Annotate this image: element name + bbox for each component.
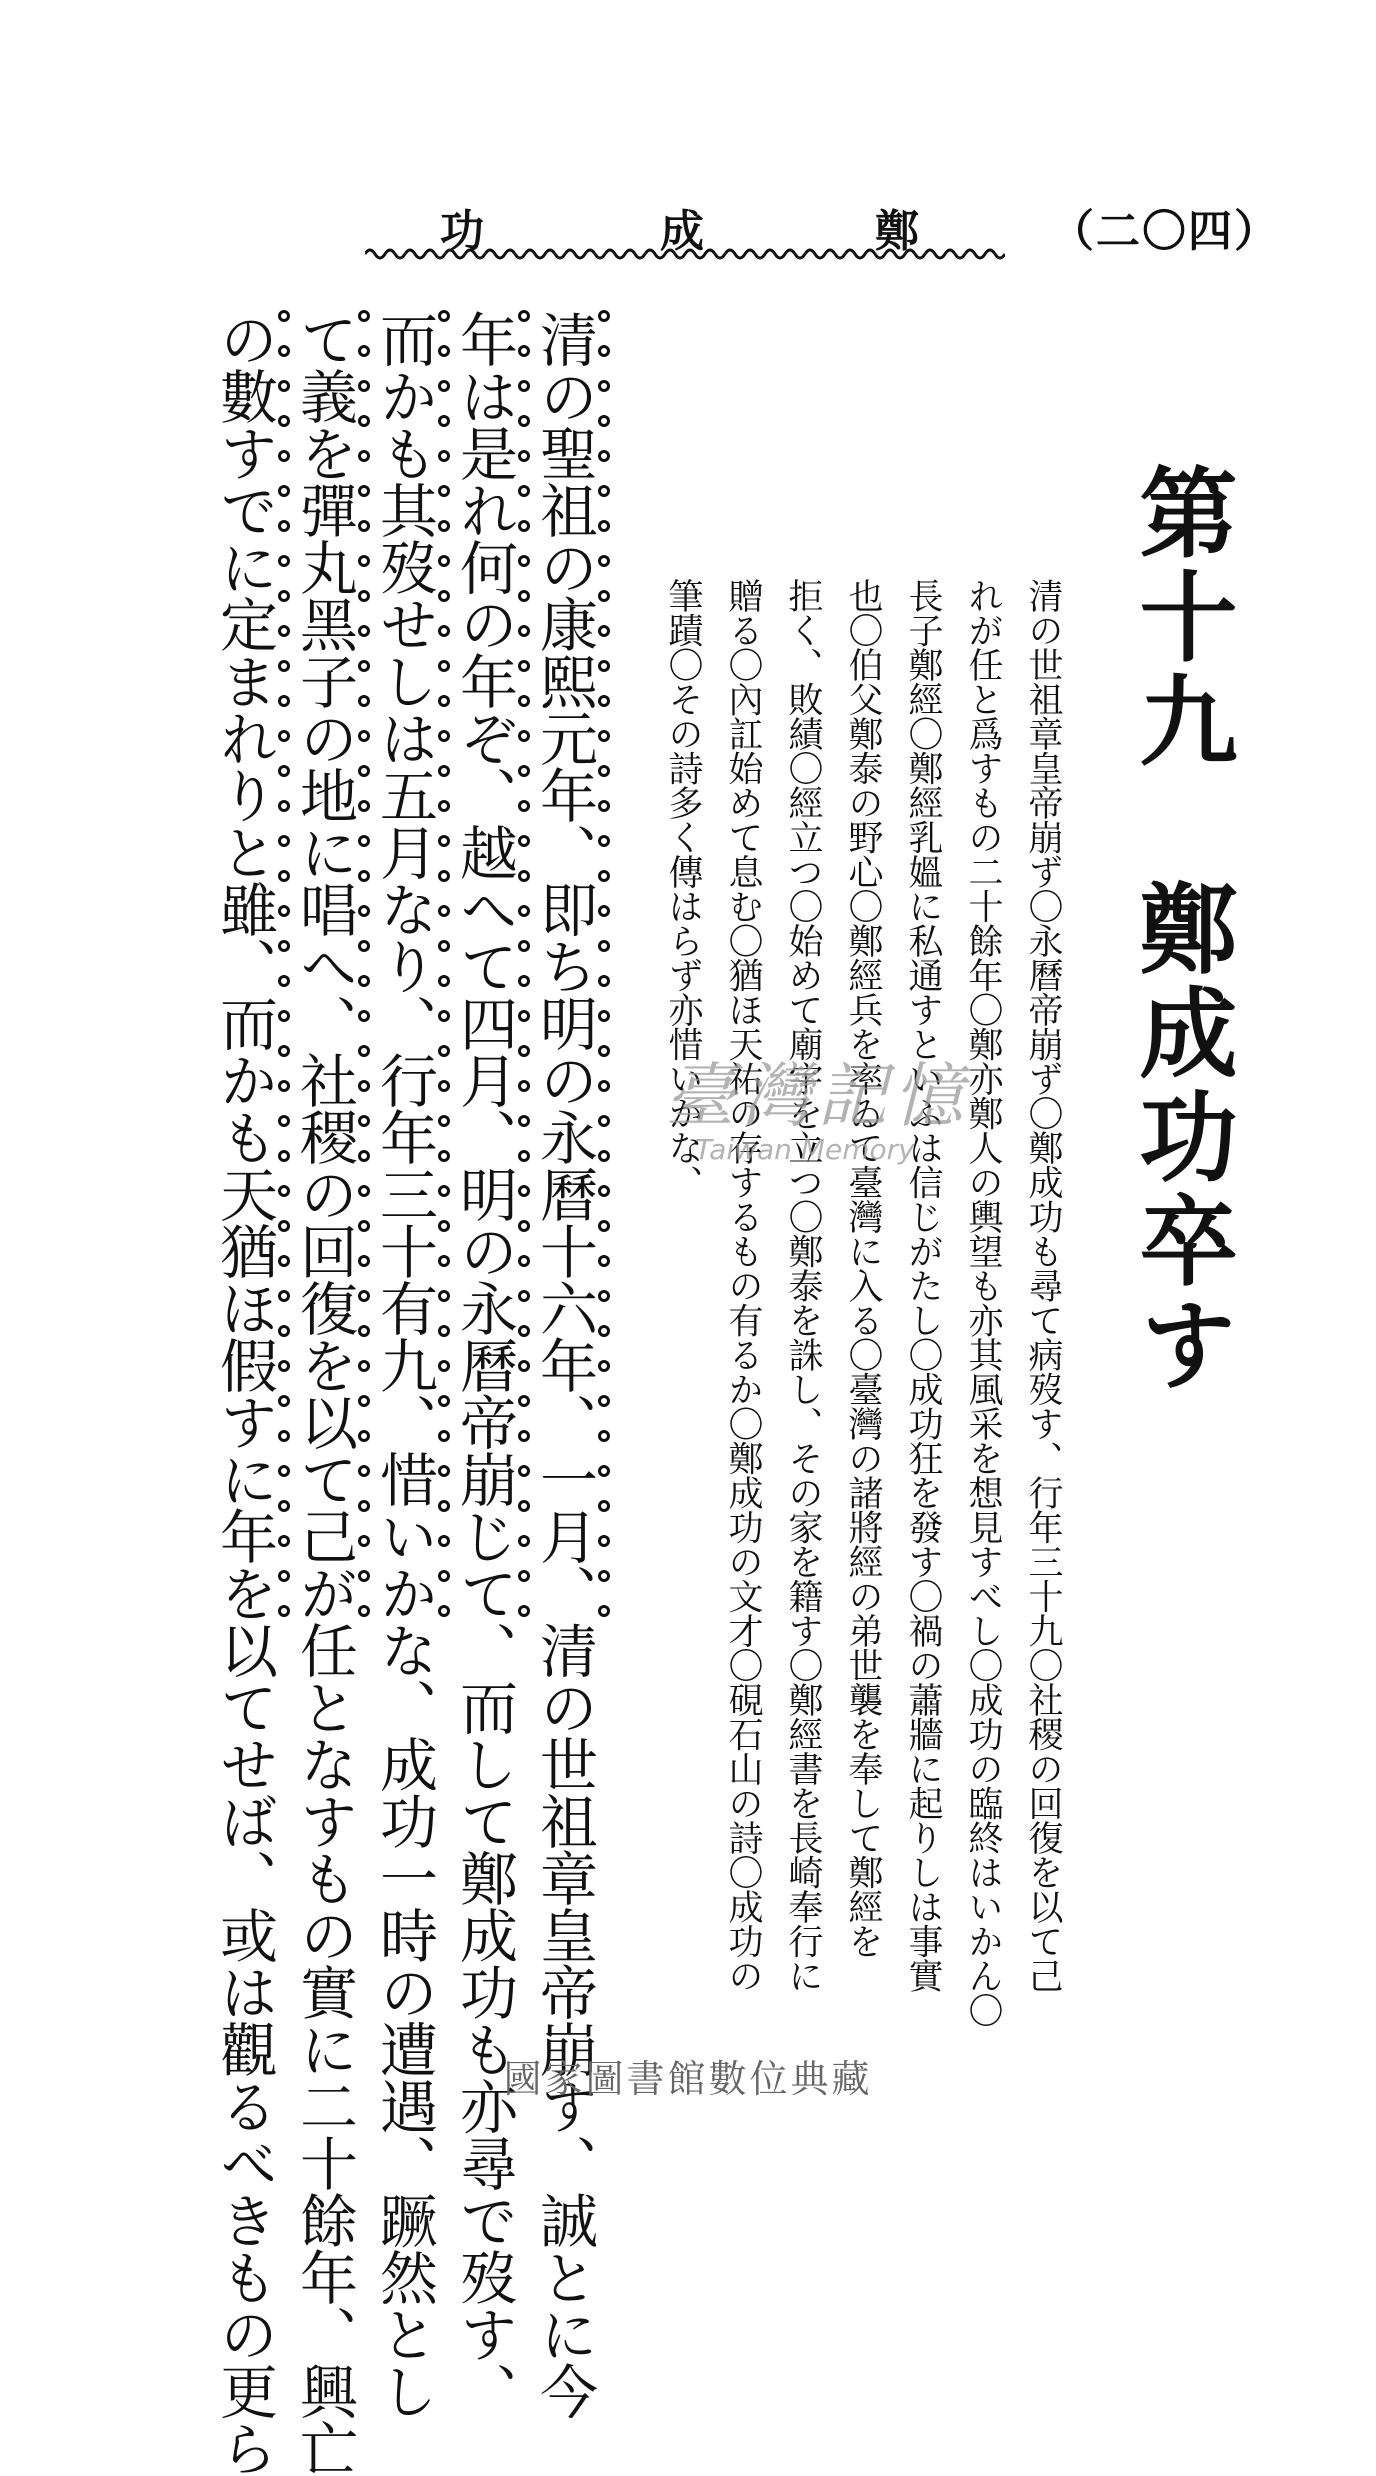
emphasis-circle (518, 1360, 530, 1372)
body-line-1: 清の聖祖の康熙元年、即ち明の永曆十六年、一月、清の世祖章皇帝崩す、誠とに今 (530, 310, 598, 2419)
emphasis-circle (278, 380, 290, 392)
emphasis-circle (598, 520, 610, 532)
emphasis-circle (598, 730, 610, 742)
emphasis-circle (438, 765, 450, 777)
emphasis-circle (518, 555, 530, 567)
emphasis-circle (438, 660, 450, 672)
emphasis-dots-2 (518, 310, 530, 1640)
emphasis-circle (358, 1255, 370, 1267)
emphasis-circle (518, 415, 530, 427)
emphasis-circle (278, 310, 290, 322)
emphasis-circle (278, 1605, 290, 1617)
emphasis-circle (598, 1430, 610, 1442)
emphasis-circle (278, 975, 290, 987)
emphasis-circle (278, 415, 290, 427)
emphasis-circle (278, 1080, 290, 1092)
emphasis-circle (518, 695, 530, 707)
emphasis-circle (598, 1045, 610, 1057)
emphasis-circle (358, 1290, 370, 1302)
emphasis-circle (438, 940, 450, 952)
emphasis-circle (518, 1045, 530, 1057)
summary-line-4: 也〇伯父鄭泰の野心〇鄭經兵を率ゐて臺灣に入る〇臺灣の諸將經の弟世襲を奉して鄭經を (843, 578, 883, 1958)
emphasis-circle (438, 1395, 450, 1407)
emphasis-circle (518, 310, 530, 322)
emphasis-circle (438, 1605, 450, 1617)
emphasis-circle (518, 1290, 530, 1302)
emphasis-circle (518, 1080, 530, 1092)
header-char-zheng: 鄭 (875, 206, 921, 257)
emphasis-circle (598, 1010, 610, 1022)
emphasis-circle (598, 1290, 610, 1302)
emphasis-circle (518, 835, 530, 847)
emphasis-circle (598, 590, 610, 602)
emphasis-circle (358, 590, 370, 602)
emphasis-circle (518, 1115, 530, 1127)
emphasis-circle (598, 555, 610, 567)
emphasis-circle (358, 1325, 370, 1337)
emphasis-circle (358, 1220, 370, 1232)
emphasis-circle (438, 555, 450, 567)
emphasis-circle (598, 625, 610, 637)
emphasis-circle (358, 1150, 370, 1162)
emphasis-circle (518, 765, 530, 777)
emphasis-circle (518, 1150, 530, 1162)
emphasis-circle (278, 590, 290, 602)
emphasis-circle (518, 520, 530, 532)
emphasis-circle (358, 1115, 370, 1127)
emphasis-circle (358, 1605, 370, 1617)
emphasis-circle (518, 345, 530, 357)
emphasis-circle (358, 695, 370, 707)
emphasis-circle (438, 1185, 450, 1197)
emphasis-circle (518, 1220, 530, 1232)
emphasis-circle (598, 695, 610, 707)
emphasis-circle (598, 1325, 610, 1337)
emphasis-circle (278, 485, 290, 497)
emphasis-circle (358, 1570, 370, 1582)
body-line-5: の數すでに定まれりと雖、而かも天猶ほ假すに年を以てせば、或は觀るべきもの更ら (210, 310, 278, 2476)
emphasis-circle (598, 975, 610, 987)
emphasis-circle (438, 800, 450, 812)
emphasis-circle (278, 905, 290, 917)
emphasis-circle (438, 870, 450, 882)
emphasis-circle (358, 1430, 370, 1442)
emphasis-circle (358, 485, 370, 497)
emphasis-circle (518, 485, 530, 497)
emphasis-circle (598, 380, 610, 392)
emphasis-circle (518, 1255, 530, 1267)
emphasis-circle (598, 1535, 610, 1547)
emphasis-circle (598, 1080, 610, 1092)
emphasis-circle (518, 870, 530, 882)
emphasis-circle (598, 1220, 610, 1232)
emphasis-circle (518, 800, 530, 812)
emphasis-circle (598, 835, 610, 847)
emphasis-circle (438, 1325, 450, 1337)
wavy-divider (365, 246, 1005, 262)
emphasis-circle (438, 1255, 450, 1267)
summary-line-2: れが任と爲すもの二十餘年〇鄭亦鄭人の輿望も亦其風采を想見すべし〇成功の臨終はいかん〇 (963, 578, 1003, 2027)
chapter-title: 第十九 鄭成功卒す (1123, 462, 1238, 1398)
summary-line-7: 筆蹟〇その詩多く傳はらず亦惜いかな、 (663, 578, 703, 1199)
emphasis-circle (438, 695, 450, 707)
emphasis-circle (358, 1045, 370, 1057)
emphasis-circle (438, 1535, 450, 1547)
emphasis-circle (598, 905, 610, 917)
emphasis-circle (518, 1325, 530, 1337)
emphasis-circle (438, 835, 450, 847)
emphasis-circle (438, 1010, 450, 1022)
emphasis-circle (358, 555, 370, 567)
watermark-english: Taiwan Memory (695, 1133, 915, 1166)
emphasis-circle (438, 1430, 450, 1442)
emphasis-circle (598, 345, 610, 357)
emphasis-circle (358, 1500, 370, 1512)
emphasis-circle (278, 765, 290, 777)
watermark-chinese: 臺灣記憶 (665, 1055, 969, 1137)
emphasis-circle (438, 1465, 450, 1477)
emphasis-circle (438, 1570, 450, 1582)
emphasis-dots-1 (598, 310, 610, 1640)
emphasis-circle (438, 625, 450, 637)
emphasis-circle (518, 1570, 530, 1582)
body-line-3: 而かも其歿せしは五月なり、行年三十有九、惜いかな、成功一時の遭遇、蹶然とし (370, 310, 438, 2419)
emphasis-circle (358, 905, 370, 917)
emphasis-circle (278, 695, 290, 707)
emphasis-circle (518, 975, 530, 987)
footer-source: 國家圖書館數位典藏 (503, 2057, 873, 2101)
emphasis-circle (278, 1465, 290, 1477)
emphasis-circle (358, 1360, 370, 1372)
emphasis-circle (278, 660, 290, 672)
emphasis-circle (358, 450, 370, 462)
emphasis-circle (518, 1605, 530, 1617)
emphasis-circle (278, 1290, 290, 1302)
emphasis-circle (598, 450, 610, 462)
emphasis-circle (598, 1185, 610, 1197)
emphasis-circle (358, 1185, 370, 1197)
emphasis-circle (438, 1500, 450, 1512)
emphasis-circle (518, 1535, 530, 1547)
emphasis-circle (278, 835, 290, 847)
emphasis-circle (278, 940, 290, 952)
emphasis-circle (598, 310, 610, 322)
emphasis-circle (438, 1080, 450, 1092)
emphasis-circle (598, 1360, 610, 1372)
emphasis-circle (358, 1535, 370, 1547)
emphasis-circle (598, 1605, 610, 1617)
emphasis-circle (358, 520, 370, 532)
emphasis-circle (278, 730, 290, 742)
emphasis-circle (598, 800, 610, 812)
emphasis-circle (438, 380, 450, 392)
emphasis-circle (358, 940, 370, 952)
emphasis-circle (278, 1185, 290, 1197)
header-char-gong: 功 (440, 206, 486, 257)
emphasis-circle (438, 1045, 450, 1057)
emphasis-circle (438, 1115, 450, 1127)
emphasis-circle (278, 1150, 290, 1162)
emphasis-circle (518, 1500, 530, 1512)
emphasis-circle (358, 625, 370, 637)
emphasis-circle (358, 975, 370, 987)
emphasis-circle (358, 1395, 370, 1407)
emphasis-circle (358, 1010, 370, 1022)
emphasis-circle (598, 940, 610, 952)
emphasis-circle (438, 1290, 450, 1302)
emphasis-circle (598, 870, 610, 882)
header-char-cheng: 成 (660, 206, 706, 257)
emphasis-circle (358, 1465, 370, 1477)
summary-line-3: 長子鄭經〇鄭經乳媼に私通すといふは信じがたし〇成功狂を發す〇禍の蕭牆に起りしは事實 (903, 578, 943, 1993)
emphasis-circle (438, 730, 450, 742)
emphasis-circle (278, 1255, 290, 1267)
emphasis-circle (278, 1045, 290, 1057)
emphasis-circle (278, 450, 290, 462)
emphasis-circle (438, 485, 450, 497)
emphasis-circle (438, 345, 450, 357)
emphasis-dots-5 (278, 310, 290, 1640)
emphasis-circle (598, 1395, 610, 1407)
emphasis-circle (598, 415, 610, 427)
body-line-4: て義を彈丸黑子の地に唱へ、社稷の回復を以て己が任となすもの實に二十餘年、興亡 (290, 310, 358, 2476)
emphasis-circle (278, 1500, 290, 1512)
emphasis-circle (278, 1360, 290, 1372)
emphasis-circle (598, 485, 610, 497)
emphasis-circle (598, 1465, 610, 1477)
summary-line-1: 清の世祖章皇帝崩ず〇永曆帝崩ず〇鄭成功も尋て病歿す、行年三十九〇社稷の回復を以て己 (1023, 578, 1063, 1993)
emphasis-circle (438, 590, 450, 602)
emphasis-circle (598, 1570, 610, 1582)
emphasis-circle (518, 660, 530, 672)
emphasis-circle (358, 380, 370, 392)
emphasis-circle (278, 345, 290, 357)
body-line-2: 年は是れ何の年ぞ、越へて四月、明の永曆帝崩じて、而して鄭成功も亦尋で歿す、 (450, 310, 518, 2419)
emphasis-circle (518, 625, 530, 637)
emphasis-circle (358, 765, 370, 777)
emphasis-circle (518, 1395, 530, 1407)
emphasis-circle (518, 1430, 530, 1442)
emphasis-circle (518, 730, 530, 742)
emphasis-circle (598, 1500, 610, 1512)
emphasis-circle (278, 1220, 290, 1232)
emphasis-circle (518, 450, 530, 462)
emphasis-circle (518, 905, 530, 917)
emphasis-circle (598, 765, 610, 777)
watermark (665, 1040, 969, 1166)
emphasis-circle (518, 590, 530, 602)
emphasis-circle (278, 625, 290, 637)
emphasis-circle (358, 730, 370, 742)
emphasis-circle (438, 1220, 450, 1232)
emphasis-circle (358, 800, 370, 812)
emphasis-circle (358, 835, 370, 847)
emphasis-circle (438, 520, 450, 532)
emphasis-circle (278, 1570, 290, 1582)
emphasis-circle (518, 1465, 530, 1477)
emphasis-dots-4 (358, 310, 370, 1640)
emphasis-circle (518, 1010, 530, 1022)
emphasis-circle (438, 975, 450, 987)
emphasis-circle (598, 1255, 610, 1267)
emphasis-circle (278, 870, 290, 882)
emphasis-circle (438, 415, 450, 427)
emphasis-circle (438, 1150, 450, 1162)
emphasis-circle (358, 310, 370, 322)
emphasis-circle (278, 520, 290, 532)
emphasis-circle (518, 940, 530, 952)
emphasis-circle (278, 1115, 290, 1127)
emphasis-circle (518, 380, 530, 392)
emphasis-circle (358, 345, 370, 357)
emphasis-dots-3 (438, 310, 450, 1640)
emphasis-circle (518, 1185, 530, 1197)
emphasis-circle (358, 1080, 370, 1092)
summary-line-6: 贈る〇內訌始めて息む〇猶ほ天祐の存するもの有るか〇鄭成功の文才〇硯石山の詩〇成功の (723, 578, 763, 1993)
emphasis-circle (278, 1430, 290, 1442)
emphasis-circle (278, 1535, 290, 1547)
page-number: （二〇四） (1050, 206, 1280, 257)
emphasis-circle (598, 1115, 610, 1127)
summary-line-5: 拒く、敗績〇經立つ〇始めて廟宇を立つ〇鄭泰を誅し、その家を籍す〇鄭經書を長崎奉行に (783, 578, 823, 1993)
emphasis-circle (438, 310, 450, 322)
emphasis-circle (598, 660, 610, 672)
emphasis-circle (438, 905, 450, 917)
emphasis-circle (598, 1150, 610, 1162)
emphasis-circle (358, 415, 370, 427)
emphasis-circle (278, 1010, 290, 1022)
emphasis-circle (438, 1360, 450, 1372)
emphasis-circle (358, 660, 370, 672)
emphasis-circle (278, 1395, 290, 1407)
emphasis-circle (278, 1325, 290, 1337)
emphasis-circle (278, 800, 290, 812)
emphasis-circle (358, 870, 370, 882)
emphasis-circle (278, 555, 290, 567)
emphasis-circle (438, 450, 450, 462)
